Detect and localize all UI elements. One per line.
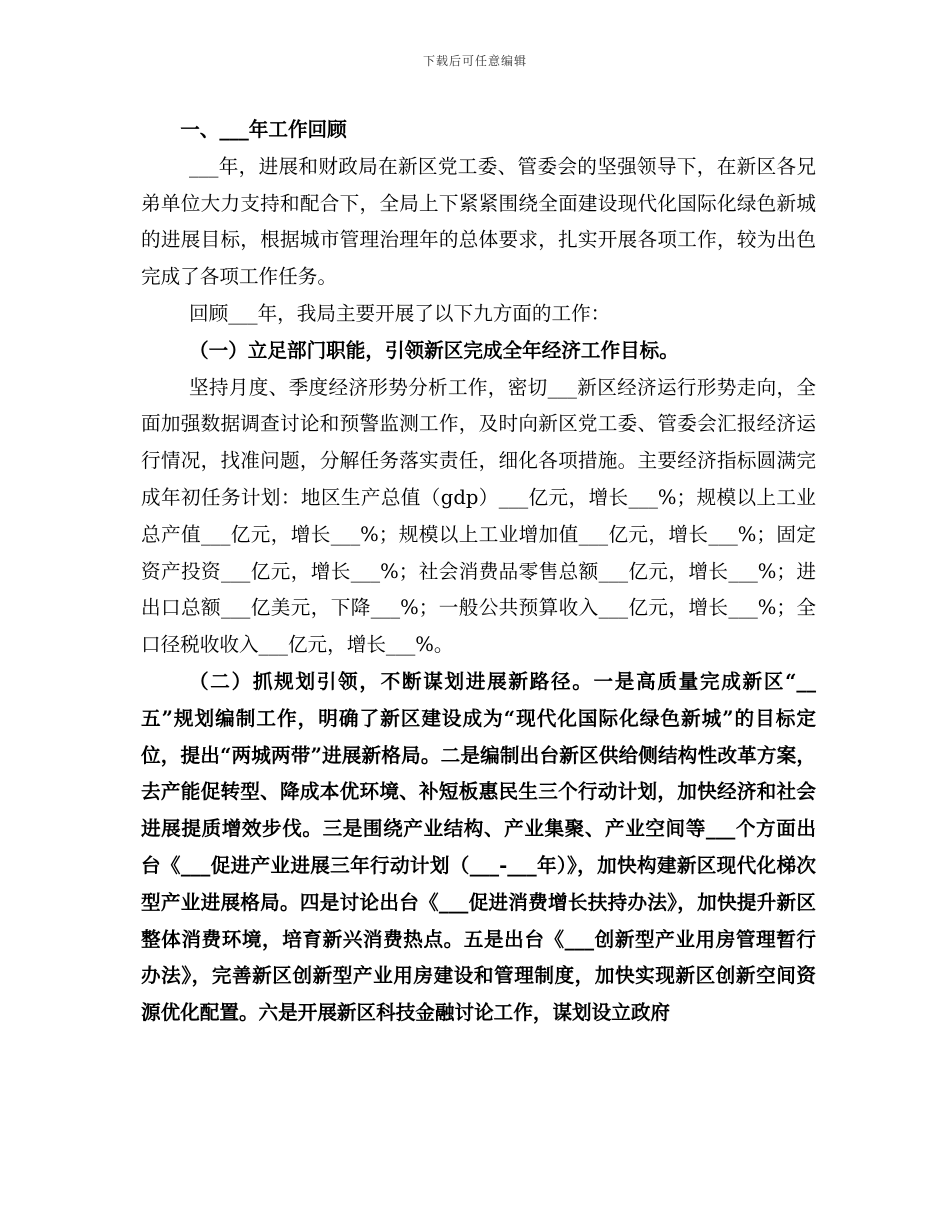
paragraph-economic-indicators: 坚持月度、季度经济形势分析工作，密切___新区经济运行形势走向，全面加强数据调查讨论和预警监测工作，及时向新区党工委、管委会汇报经济运行情况，找准问题，分解任务落实责任，细化各项措施。主要经济指标圆满完成年初任务计划：地区生产总值（gdp）___亿元，增长___%；规模以上工业总产值___亿元，增长___%；规模以上工业增加值___亿元，增长___%；固定资产投资___亿元，增长___%；社会消费品零售总额___亿元，增长___%；进出口总额___亿美元，下降___%；一般公共预算收入___亿元，增长___%；全口径税收收入___亿元，增长___%。 — [141, 375, 816, 657]
paragraph-planning: （二）抓规划引领，不断谋划进展新路径。一是高质量完成新区“__五”规划编制工作，明确了新区建设成为“现代化国际化绿色新城”的目标定位，提出“两城两带”进展新格局。二是编制出台新区供给侧结构性改革方案，去产能促转型、降成本优环境、补短板惠民生三个行动计划，加快经济和社会进展提质增效步伐。三是围绕产业结构、产业集聚、产业空间等___个方面出台《___促进产业进展三年行动计划（___-___年）》，加快构建新区现代化梯次型产业进展格局。四是讨论出台《___促进消费增长扶持办法》，加快提升新区整体消费环境，培育新兴消费热点。五是出台《___创新型产业用房管理暂行办法》，完善新区创新型产业用房建设和管理制度，加快实现新区创新空间资源优化配置。六是开展新区科技金融讨论工作，谋划设立政府 — [141, 669, 816, 1025]
subheading-1: （一）立足部门职能，引领新区完成全年经济工作目标。 — [189, 338, 679, 362]
section-heading: 一、___年工作回顾 — [180, 118, 347, 141]
paragraph-intro: ___年，进展和财政局在新区党工委、管委会的坚强领导下，在新区各兄弟单位大力支持和配合下，全局上下紧紧围绕全面建设现代化国际化绿色新城的进展目标，根据城市管理治理年的总体要求，扎实开展各项工作，较为出色完成了各项工作任务。 — [141, 154, 816, 289]
paragraph-review: 回顾___年，我局主要开展了以下九方面的工作： — [189, 301, 611, 325]
page-header: 下载后可任意编辑 — [422, 54, 527, 68]
document-body — [141, 112, 816, 1032]
